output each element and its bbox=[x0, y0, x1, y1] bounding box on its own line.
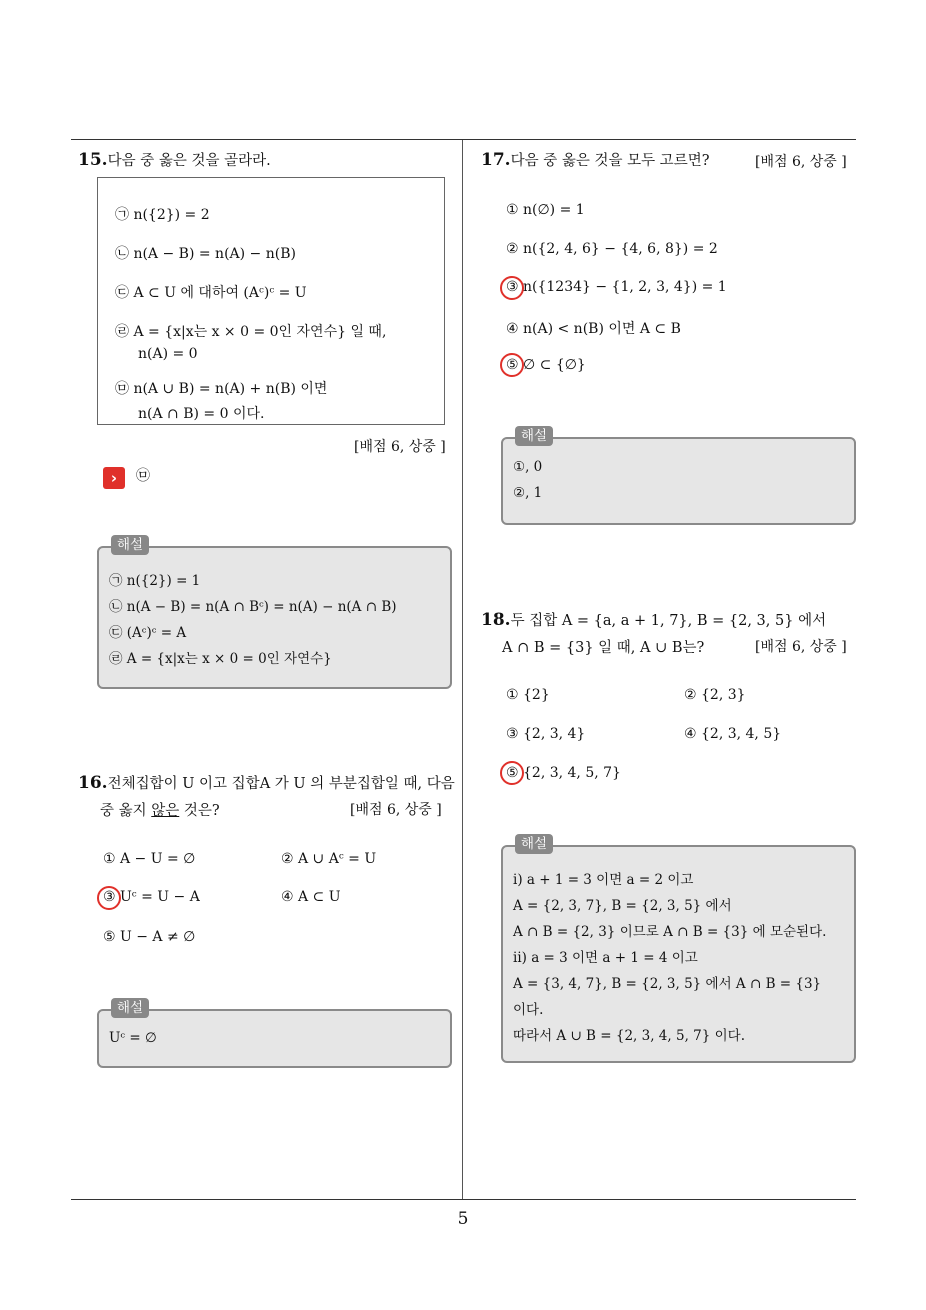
answer-arrow-icon: › bbox=[103, 467, 125, 489]
q18-solution-line: A = {2, 3, 7}, B = {2, 3, 5} 에서 bbox=[513, 898, 732, 914]
q18-solution-line: 따라서 A ∪ B = {2, 3, 4, 5, 7} 이다. bbox=[513, 1028, 745, 1044]
q18-option-1[interactable]: ① {2} bbox=[506, 687, 550, 703]
question-number: 18. bbox=[481, 610, 511, 630]
q18-score: [배점 6, 상중 ] bbox=[755, 639, 847, 655]
q15-answer: ㉤ bbox=[136, 468, 150, 484]
q17-solution-tag: 해설 bbox=[515, 426, 553, 446]
question-text: 다음 중 옳은 것을 모두 고르면? bbox=[510, 153, 710, 169]
column-divider bbox=[462, 140, 463, 1199]
q16-option-2[interactable]: ② A ∪ Aᶜ = U bbox=[281, 851, 377, 867]
q18-option-5[interactable]: ⑤ {2, 3, 4, 5, 7} bbox=[506, 765, 621, 781]
page-number: 5 bbox=[457, 1209, 469, 1229]
q18-solution-line: 이다. bbox=[513, 1002, 544, 1018]
q17-solution-line: ②, 1 bbox=[513, 485, 543, 501]
text-part: 중 옳지 bbox=[100, 803, 152, 819]
question-number: 15. bbox=[78, 150, 108, 170]
q15-score: [배점 6, 상중 ] bbox=[354, 439, 446, 455]
question-16-header bbox=[78, 772, 455, 793]
question-text: 다음 중 옳은 것을 골라라. bbox=[107, 153, 271, 169]
question-number: 16. bbox=[78, 773, 108, 793]
q15-item-1: ㉠ n({2}) = 2 bbox=[115, 207, 210, 223]
q17-option-5[interactable]: ⑤ ∅ ⊂ {∅} bbox=[506, 357, 586, 373]
q17-option-3[interactable]: ③ n({1234} − {1, 2, 3, 4}) = 1 bbox=[506, 279, 727, 295]
question-18-header bbox=[481, 609, 826, 630]
q15-item-3: ㉢ A ⊂ U 에 대하여 (Aᶜ)ᶜ = U bbox=[115, 285, 307, 301]
question-18-text-2: A ∩ B = {3} 일 때, A ∪ B는? bbox=[502, 640, 705, 656]
q15-item-4-cont: n(A) = 0 bbox=[138, 346, 198, 362]
q16-score: [배점 6, 상중 ] bbox=[350, 802, 442, 818]
q15-solution-box bbox=[97, 546, 452, 689]
question-16-text-2 bbox=[100, 799, 220, 820]
question-number: 17. bbox=[481, 150, 511, 170]
q15-solution-line: ㉠ n({2}) = 1 bbox=[109, 573, 201, 589]
q15-item-4: ㉣ A = {x|x는 x × 0 = 0인 자연수} 일 때, bbox=[115, 324, 387, 340]
q17-option-1[interactable]: ① n(∅) = 1 bbox=[506, 202, 585, 218]
q16-option-1[interactable]: ① A − U = ∅ bbox=[103, 851, 196, 867]
q18-solution-line: A ∩ B = {2, 3} 이므로 A ∩ B = {3} 에 모순된다. bbox=[513, 924, 827, 940]
q15-solution-line: ㉡ n(A − B) = n(A ∩ Bᶜ) = n(A) − n(A ∩ B) bbox=[109, 599, 397, 615]
q16-option-4[interactable]: ④ A ⊂ U bbox=[281, 889, 341, 905]
q16-solution-line: Uᶜ = ∅ bbox=[109, 1030, 157, 1046]
q15-item-5: ㉤ n(A ∪ B) = n(A) + n(B) 이면 bbox=[115, 381, 328, 397]
q16-option-3[interactable]: ③ Uᶜ = U − A bbox=[103, 889, 200, 905]
q15-solution-line: ㉢ (Aᶜ)ᶜ = A bbox=[109, 625, 187, 641]
question-text: 두 집합 A = {a, a + 1, 7}, B = {2, 3, 5} 에서 bbox=[510, 613, 827, 629]
emphasis-text: 않은 bbox=[151, 803, 180, 819]
q18-solution-tag: 해설 bbox=[515, 834, 553, 854]
bottom-rule bbox=[71, 1199, 856, 1200]
q18-option-3[interactable]: ③ {2, 3, 4} bbox=[506, 726, 586, 742]
q18-option-2[interactable]: ② {2, 3} bbox=[684, 687, 746, 703]
question-17-header bbox=[481, 149, 709, 170]
q16-solution-tag: 해설 bbox=[111, 998, 149, 1018]
question-15-header bbox=[78, 149, 271, 170]
q16-option-5[interactable]: ⑤ U − A ≠ ∅ bbox=[103, 929, 196, 945]
q18-solution-line: A = {3, 4, 7}, B = {2, 3, 5} 에서 A ∩ B = {3} bbox=[513, 976, 822, 992]
q17-option-4[interactable]: ④ n(A) < n(B) 이면 A ⊂ B bbox=[506, 321, 681, 337]
q18-solution-line: ⅰ) a + 1 = 3 이면 a = 2 이고 bbox=[513, 872, 694, 888]
question-text: 전체집합이 U 이고 집합A 가 U 의 부분집합일 때, 다음 bbox=[107, 776, 455, 792]
q15-solution-line: ㉣ A = {x|x는 x × 0 = 0인 자연수} bbox=[109, 651, 332, 667]
q17-score: [배점 6, 상중 ] bbox=[755, 154, 847, 170]
top-rule bbox=[71, 139, 856, 140]
q18-option-4[interactable]: ④ {2, 3, 4, 5} bbox=[684, 726, 782, 742]
q15-item-5-cont: n(A ∩ B) = 0 이다. bbox=[138, 406, 265, 422]
q18-solution-line: ⅱ) a = 3 이면 a + 1 = 4 이고 bbox=[513, 950, 698, 966]
q17-option-2[interactable]: ② n({2, 4, 6} − {4, 6, 8}) = 2 bbox=[506, 241, 718, 257]
q15-item-2: ㉡ n(A − B) = n(A) − n(B) bbox=[115, 246, 296, 262]
q15-solution-tag: 해설 bbox=[111, 535, 149, 555]
q17-solution-line: ①, 0 bbox=[513, 459, 543, 475]
text-part: 것은? bbox=[179, 803, 220, 819]
q17-solution-box bbox=[501, 437, 856, 525]
